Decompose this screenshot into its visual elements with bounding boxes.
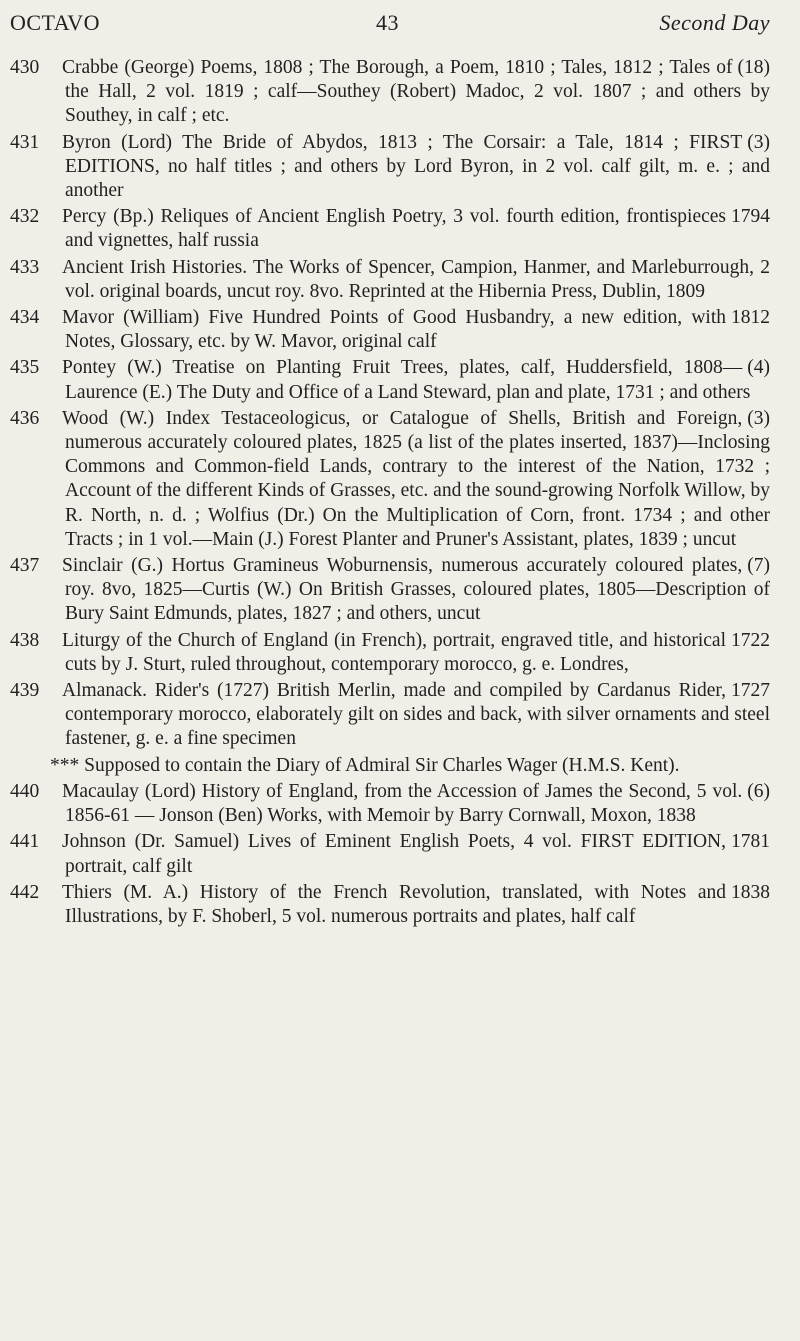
lot-list [0, 56, 800, 931]
lot-tail: (3) [747, 131, 770, 153]
lot-tail: (18) [737, 57, 770, 78]
lot-description: (3) Byron (Lord) The Bride of Abydos, 1813 ; The Corsair: a Tale, 1814 ; FIRST EDITIONS, no half titles ; and others by Lord Byron, in 2 vol. calf gilt, m. e. ; and another [62, 131, 770, 202]
lot-number: 431 [10, 131, 40, 153]
lot-tail: (6) [747, 780, 770, 802]
lot-tail: 1781 [731, 831, 770, 853]
lot-number: 442 [10, 881, 40, 903]
lot-number: 436 [10, 407, 40, 429]
lot-entry [0, 830, 800, 878]
lot-number: 432 [10, 206, 40, 228]
lot-number: 437 [10, 555, 40, 577]
lot-entry [0, 407, 800, 552]
lot-entry [0, 629, 800, 677]
note-text: *** Supposed to contain the Diary of Admiral Sir Charles Wager (H.M.S. Kent). [50, 754, 680, 776]
lot-description: (18) Crabbe (George) Poems, 1808 ; The Borough, a Poem, 1810 ; Tales, 1812 ; Tales of the Hall, 2 vol. 1819 ; calf—Southey (Robert) Madoc, 2 vol. 1807 ; and others by Southey, in calf ; etc. [62, 57, 770, 127]
page-header [0, 10, 800, 40]
lot-tail: (4) [747, 357, 770, 379]
lot-description: 1727 Almanack. Rider's (1727) British Merlin, made and compiled by Cardanus Rider, contemporary morocco, elaborately gilt on sides and back, with silver ornaments and steel fastener, g. e. a fine specimen [62, 680, 770, 750]
lot-entry [0, 356, 800, 404]
lot-entry [0, 56, 800, 129]
lot-description: (3) Wood (W.) Index Testaceologicus, or Catalogue of Shells, British and Foreign, numerous accurately coloured plates, 1825 (a list of the plates inserted, 1837)—Inclosing Commons and Common-field Lands, contrary to the interest of the Nation, 1732 ; Account of the different Kinds of Grasses, etc. and the sound-growing Norfolk Willow, by R. North, n. d. ; Wolfius (Dr.) On the Multiplication of Corn, front. 1734 ; and other Tracts ; in 1 vol.—Main (J.) Forest Planter and Pruner's Assistant, plates, 1839 ; uncut [62, 407, 770, 550]
lot-tail: 1794 [731, 206, 770, 228]
lot-entry [0, 306, 800, 354]
lot-tail: (7) [747, 555, 770, 577]
lot-entry [0, 554, 800, 627]
page-number: 43 [376, 10, 399, 35]
lot-number: 435 [10, 357, 40, 379]
lot-tail: 1812 [731, 307, 770, 329]
lot-description: Ancient Irish Histories. The Works of Spencer, Campion, Hanmer, and Marleburrough, 2 vol. original boards, uncut roy. 8vo. Reprinted at the Hibernia Press, Dublin, 1809 [62, 256, 770, 302]
lot-description: 1838 Thiers (M. A.) History of the French Revolution, translated, with Notes and Illustrations, by F. Shoberl, 5 vol. numerous portraits and plates, half calf [62, 881, 770, 927]
lot-description: 1781 Johnson (Dr. Samuel) Lives of Eminent English Poets, 4 vol. FIRST EDITION, portrait, calf gilt [62, 831, 770, 877]
lot-description: (7) Sinclair (G.) Hortus Gramineus Woburnensis, numerous accurately coloured plates, roy. 8vo, 1825—Curtis (W.) On British Grasses, coloured plates, 1805—Description of Bury Saint Edmunds, plates, 1827 ; and others, uncut [62, 555, 770, 625]
lot-number: 441 [10, 831, 40, 853]
lot-tail: 1727 [731, 680, 770, 702]
lot-description: (4) Pontey (W.) Treatise on Planting Fruit Trees, plates, calf, Huddersfield, 1808—Laurence (E.) The Duty and Office of a Land Steward, plan and plate, 1731 ; and others [62, 357, 770, 403]
lot-number: 434 [10, 307, 40, 329]
lot-description: 1794 Percy (Bp.) Reliques of Ancient English Poetry, 3 vol. fourth edition, frontispieces and vignettes, half russia [62, 206, 770, 252]
lot-entry [0, 679, 800, 752]
lot-description: (6) Macaulay (Lord) History of England, from the Accession of James the Second, 5 vol. 1856-61 — Jonson (Ben) Works, with Memoir by Barry Cornwall, Moxon, 1838 [62, 780, 770, 827]
lot-tail: 1722 [731, 629, 770, 651]
lot-number: 439 [10, 680, 40, 702]
lot-entry [0, 256, 800, 304]
header-day: Second Day [659, 10, 770, 35]
lot-number: 430 [10, 57, 40, 78]
lot-number: 433 [10, 256, 40, 278]
lot-description: 1812 Mavor (William) Five Hundred Points of Good Husbandry, a new edition, with Notes, Glossary, etc. by W. Mavor, original calf [62, 307, 770, 353]
lot-entry [0, 881, 800, 929]
lot-number: 440 [10, 780, 40, 802]
header-format: OCTAVO [10, 10, 101, 35]
lot-entry [0, 131, 800, 204]
lot-tail: (3) [747, 407, 770, 429]
lot-entry [0, 780, 800, 828]
lot-tail: 1838 [731, 881, 770, 903]
lot-note [0, 754, 800, 778]
lot-description: 1722 Liturgy of the Church of England (in French), portrait, engraved title, and historical cuts by J. Sturt, ruled throughout, contemporary morocco, g. e. Londres, [62, 629, 770, 675]
lot-number: 438 [10, 629, 40, 651]
lot-entry [0, 205, 800, 253]
